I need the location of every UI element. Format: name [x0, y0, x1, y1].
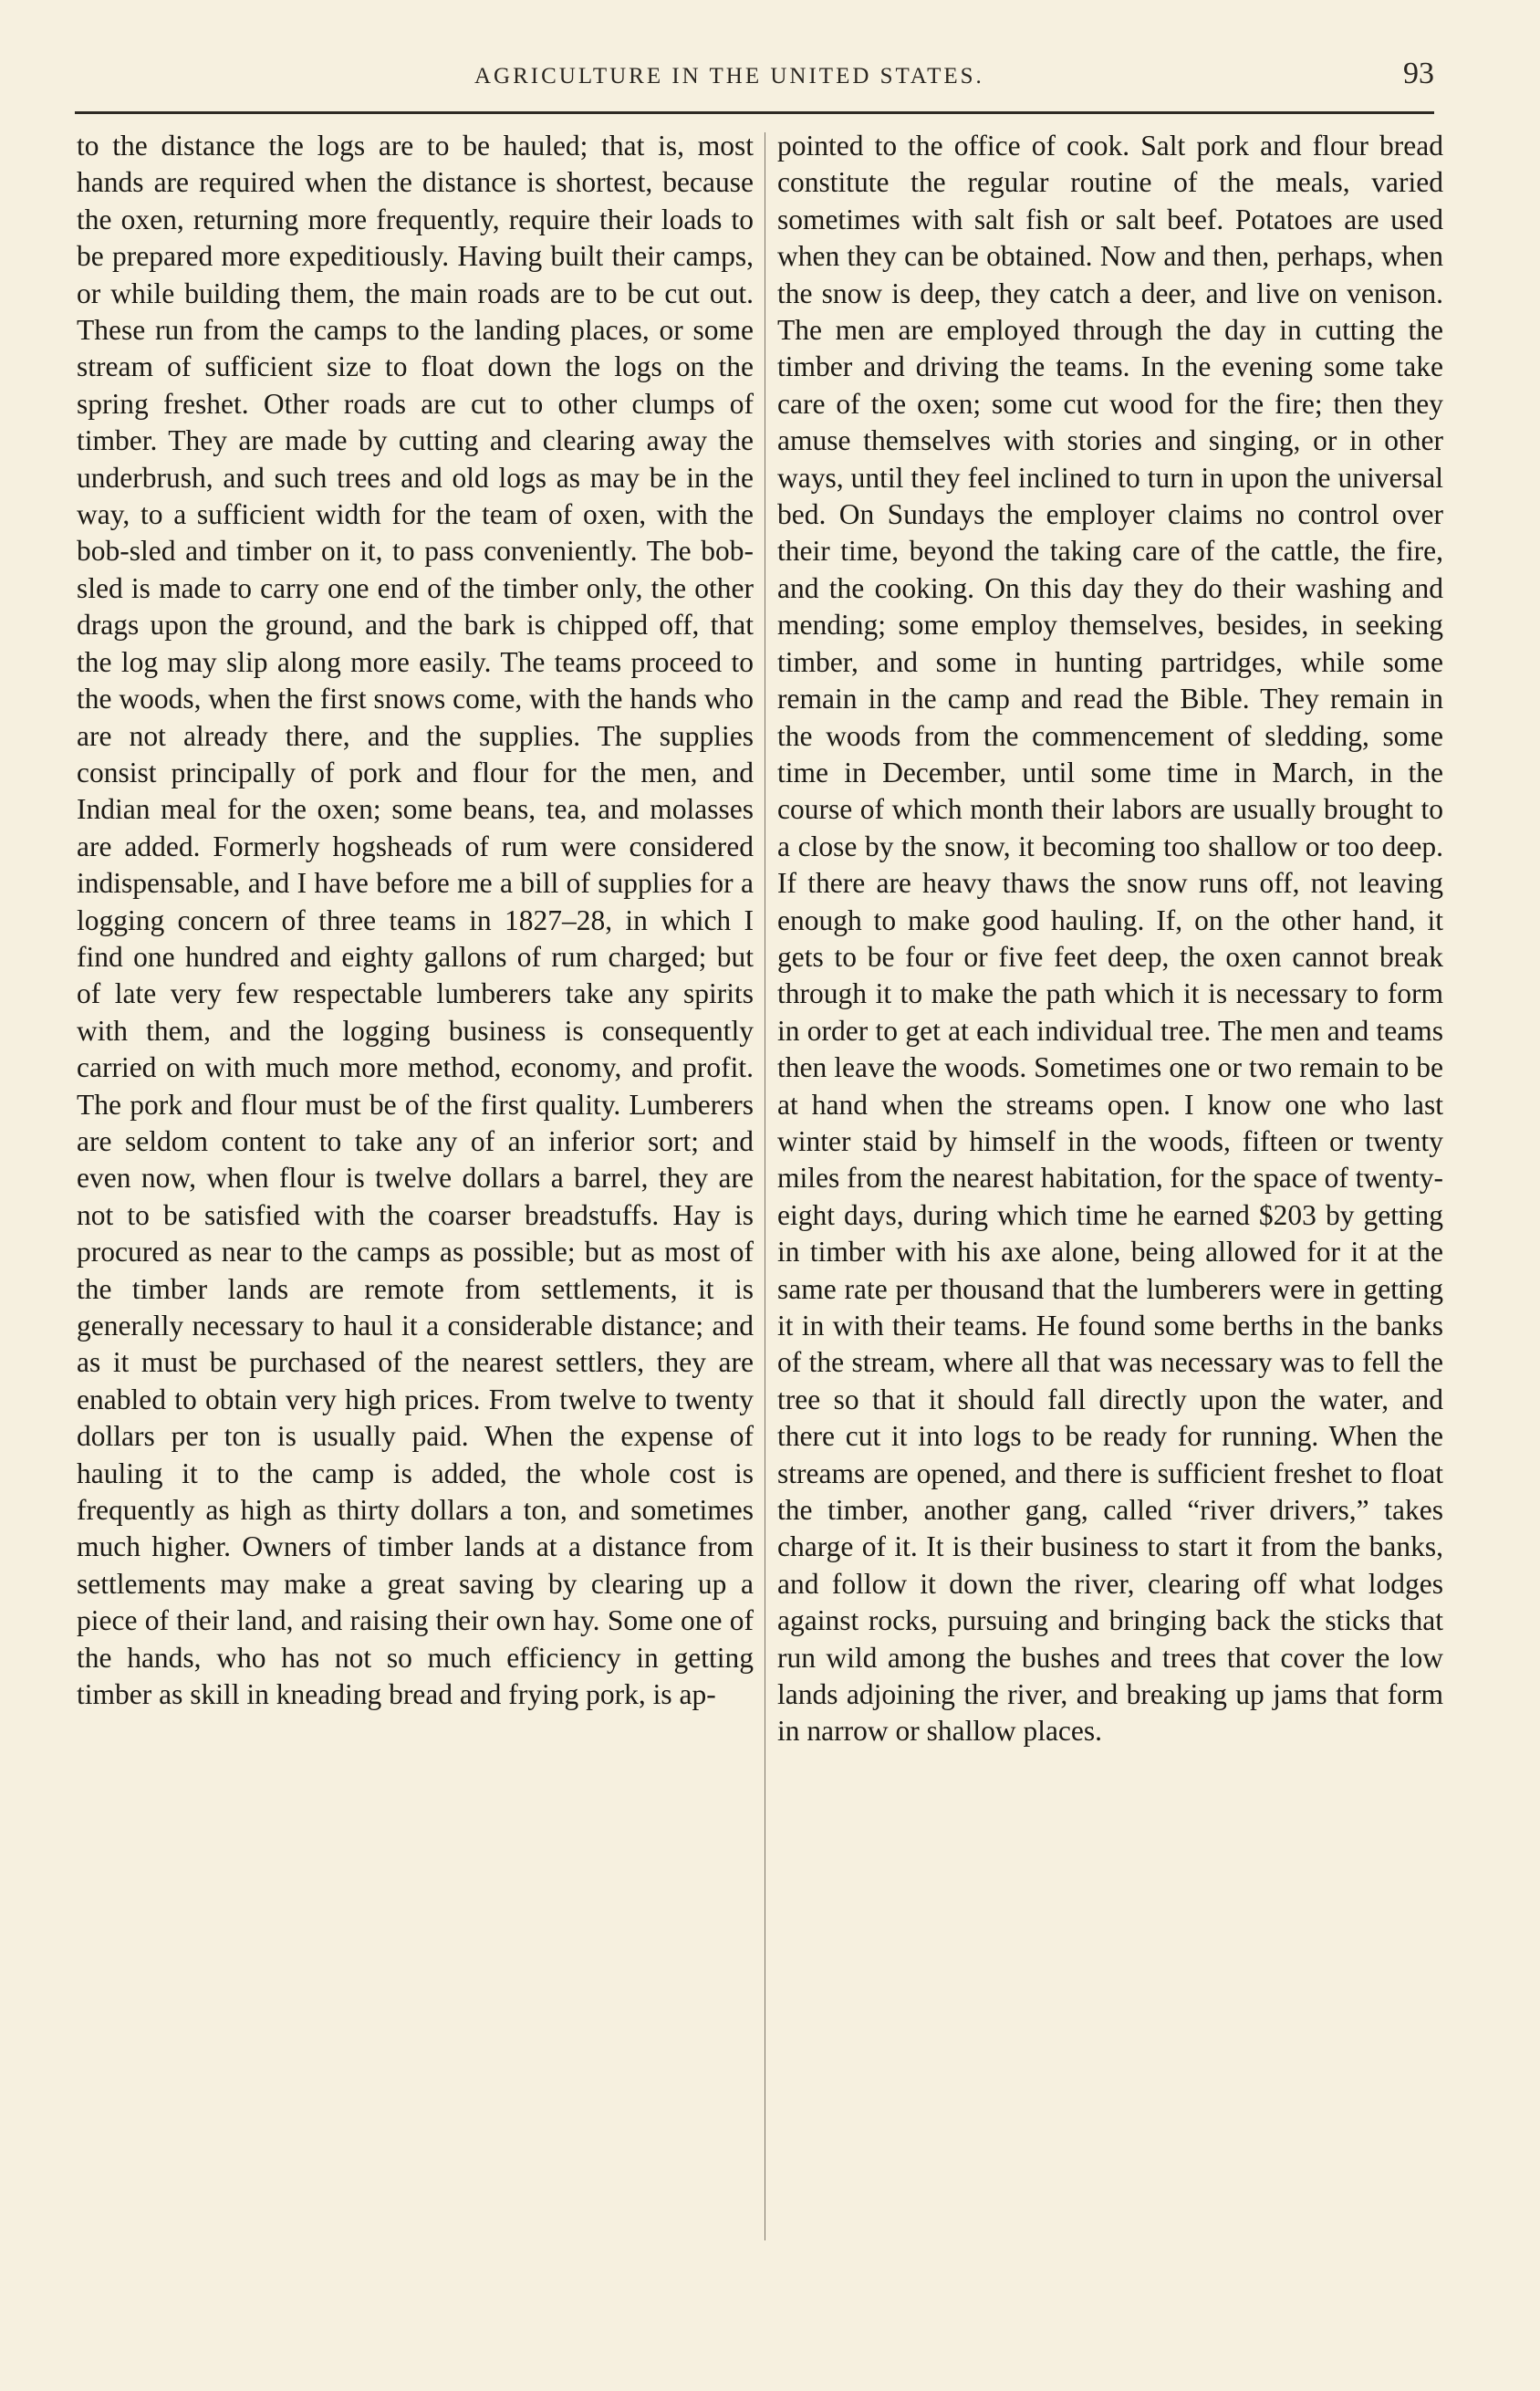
page-number: 93 [1403, 57, 1434, 90]
left-column-text: to the distance the logs are to be hauled; that is, most hands are required when the distance is shortest, because the oxen, returning more frequently, require their loads to be prepared more expeditiously. Having built their camps, or while building them, the main roads are to be cut out. These run from the camps to the landing places, or some stream of sufficient size to float down the logs on the spring freshet. Other roads are cut to other clumps of timber. They are made by cutting and clearing away the underbrush, and such trees and old logs as may be in the way, to a sufficient width for the team of oxen, with the bob-sled and timber on it, to pass conveniently. The bob-sled is made to carry one end of the timber only, the other drags upon the ground, and the bark is chipped off, that the log may slip along more easily. The teams proceed to the woods, when the first snows come, with the hands who are not already there, and the supplies. The supplies consist principally of pork and flour for the men, and Indian meal for the oxen; some beans, tea, and molasses are added. Formerly hogsheads of rum were considered indispensable, and I have before me a bill of supplies for a logging concern of three teams in 1827–28, in which I find one hundred and eighty gallons of rum charged; but of late very few respectable lumberers take any spirits with them, and the logging business is consequently carried on with much more method, economy, and profit. The pork and flour must be of the first quality. Lumberers are seldom content to take any of an inferior sort; and even now, when flour is twelve dollars a barrel, they are not to be satisfied with the coarser breadstuffs. Hay is procured as near to the camps as possible; but as most of the timber lands are remote from settlements, it is generally necessary to haul it a considerable distance; and as it must be purchased of the nearest settlers, they are enabled to obtain very high prices. From twelve to twenty dollars per ton is usually paid. When the expense of hauling it to the camp is added, the whole cost is frequently as high as thirty dollars a ton, and sometimes much higher. Owners of timber lands at a distance from settlements may make a great saving by clearing up a piece of their land, and raising their own hay. Some one of the hands, who has not so much efficiency in getting timber as skill in kneading bread and frying pork, is ap- [77, 130, 754, 1711]
page-header [75, 57, 1434, 104]
running-head: AGRICULTURE IN THE UNITED STATES. [474, 64, 984, 89]
left-column [77, 128, 754, 2245]
right-column [777, 128, 1443, 2245]
right-column-text: pointed to the office of cook. Salt pork and flour bread constitute the regular routine of the meals, varied sometimes with salt fish or salt beef. Potatoes are used when they can be obtained. Now and then, perhaps, when the snow is deep, they catch a deer, and live on venison. The men are employed through the day in cutting the timber and driving the teams. In the evening some take care of the oxen; some cut wood for the fire; then they amuse themselves with stories and singing, or in other ways, until they feel inclined to turn in upon the universal bed. On Sundays the employer claims no control over their time, beyond the taking care of the cattle, the fire, and the cooking. On this day they do their washing and mending; some employ themselves, besides, in seeking timber, and some in hunting partridges, while some remain in the camp and read the Bible. They remain in the woods from the commencement of sledding, some time in December, until some time in March, in the course of which month their labors are usually brought to a close by the snow, it becoming too shallow or too deep. If there are heavy thaws the snow runs off, not leaving enough to make good hauling. If, on the other hand, it gets to be four or five feet deep, the oxen cannot break through it to make the path which it is necessary to form in order to get at each individual tree. The men and teams then leave the woods. Sometimes one or two remain to be at hand when the streams open. I know one who last winter staid by himself in the woods, fifteen or twenty miles from the nearest habitation, for the space of twenty-eight days, during which time he earned $203 by getting in timber with his axe alone, being allowed for it at the same rate per thousand that the lumberers were in getting it in with their teams. He found some berths in the banks of the stream, where all that was necessary was to fell the tree so that it should fall directly upon the water, and there cut it into logs to be ready for running. When the streams are opened, and there is sufficient freshet to float the timber, another gang, called “river drivers,” takes charge of it. It is their business to start it from the banks, and follow it down the river, clearing off what lodges against rocks, pursuing and bringing back the sticks that run wild among the bushes and trees that cover the low lands adjoining the river, and breaking up jams that form in narrow or shallow places. [777, 130, 1443, 1748]
header-rule [75, 111, 1434, 114]
